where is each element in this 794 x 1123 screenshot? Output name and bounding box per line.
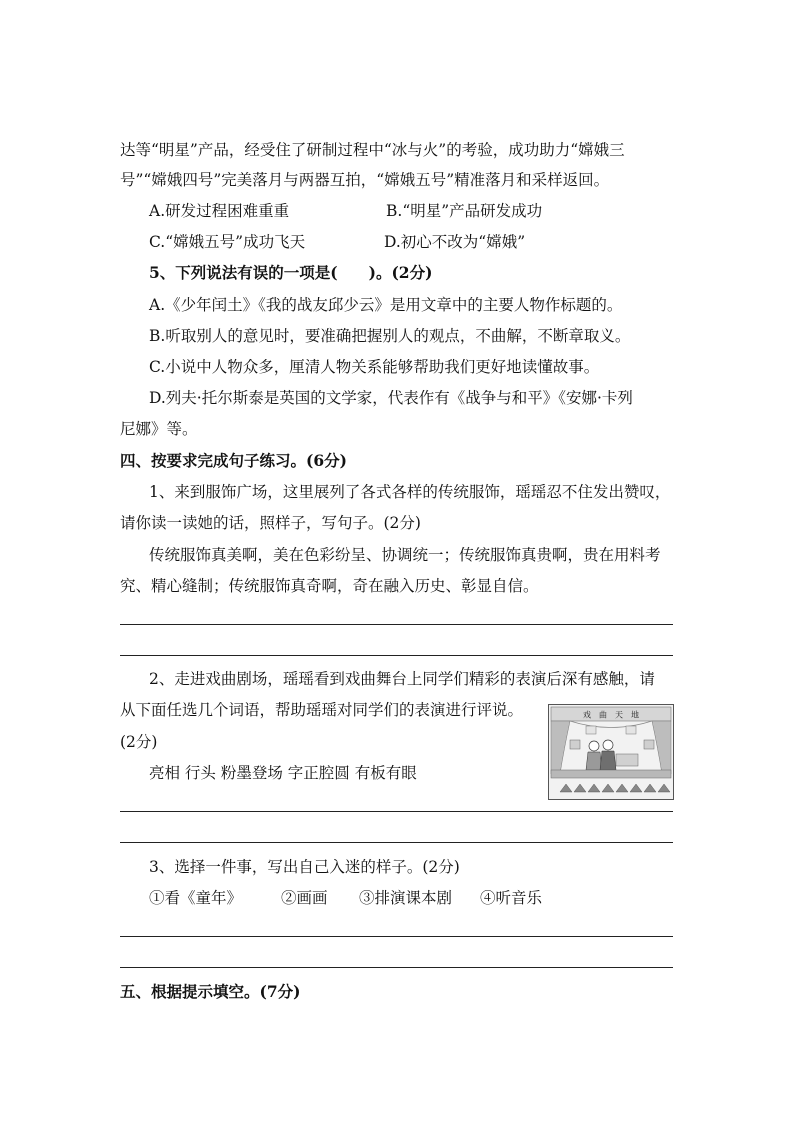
s4-q1-line-2: 请你读一读她的话，照样子，写句子。(2分) xyxy=(120,514,421,532)
q5-stem: 5、下列说法有误的一项是( )。(2分) xyxy=(149,263,433,282)
s4-q3-option-2: ②画画 xyxy=(281,889,328,907)
s4-q3-stem: 3、选择一件事，写出自己入迷的样子。(2分) xyxy=(149,858,460,876)
s4-q2-score: (2分) xyxy=(120,733,158,751)
passage-line-2: 号”“嫦娥四号”完美落月与两器互拍，“嫦娥五号”精准落月和采样返回。 xyxy=(120,171,610,189)
passage-line-1: 达等“明星”产品，经受住了研制过程中“冰与火”的考验，成功助力“嫦娥三 xyxy=(120,141,625,159)
q5-option-c: C.小说中人物众多，厘清人物关系能够帮助我们更好地读懂故事。 xyxy=(149,358,600,376)
q5-option-d-line-2: 尼娜》等。 xyxy=(120,420,198,438)
answer-line[interactable] xyxy=(120,811,673,812)
s4-q2-word-list: 亮相 行头 粉墨登场 字正腔圆 有板有眼 xyxy=(149,764,417,782)
q5-option-a: A.《少年闰土》《我的战友邱少云》是用文章中的主要人物作标题的。 xyxy=(149,296,623,314)
s4-q1-example-1: 传统服饰真美啊，美在色彩纷呈、协调统一；传统服饰真贵啊，贵在用料考 xyxy=(149,546,661,564)
q4-option-b: B.“明星”产品研发成功 xyxy=(386,202,543,220)
answer-line[interactable] xyxy=(120,842,673,843)
q4-option-c: C.“嫦娥五号”成功飞天 xyxy=(149,233,306,251)
s4-q3-option-4: ④听音乐 xyxy=(480,889,543,907)
s4-q1-example-2: 究、精心缝制；传统服饰真奇啊，奇在融入历史、彰显自信。 xyxy=(120,577,539,595)
answer-line[interactable] xyxy=(120,936,673,937)
answer-line[interactable] xyxy=(120,655,673,656)
s4-q2-line-2: 从下面任选几个词语，帮助瑶瑶对同学们的表演进行评说。 xyxy=(120,701,524,719)
q5-option-b: B.听取别人的意见时，要准确把握别人的观点，不曲解，不断章取义。 xyxy=(149,327,631,345)
s4-q3-option-1: ①看《童年》 xyxy=(149,889,243,907)
s4-q2-line-1: 2、走进戏曲剧场，瑶瑶看到戏曲舞台上同学们精彩的表演后深有感触，请 xyxy=(149,670,655,688)
s4-q3-option-3: ③排演课本剧 xyxy=(359,889,453,907)
section-4-title: 四、按要求完成句子练习。(6分) xyxy=(120,451,347,470)
answer-line[interactable] xyxy=(120,967,673,968)
q4-option-d: D.初心不改为“嫦娥” xyxy=(384,233,526,251)
opera-stage-illustration xyxy=(548,704,674,800)
q4-option-a: A.研发过程困难重重 xyxy=(149,202,290,220)
section-5-title: 五、根据提示填空。(7分) xyxy=(120,982,301,1001)
s4-q1-line-1: 1、来到服饰广场，这里展列了各式各样的传统服饰，瑶瑶忍不住发出赞叹， xyxy=(149,483,671,501)
banner-text: 戏 曲 天 地 xyxy=(583,710,639,720)
q5-option-d-line-1: D.列夫·托尔斯泰是英国的文学家，代表作有《战争与和平》《安娜·卡列 xyxy=(149,389,633,407)
answer-line[interactable] xyxy=(120,624,673,625)
